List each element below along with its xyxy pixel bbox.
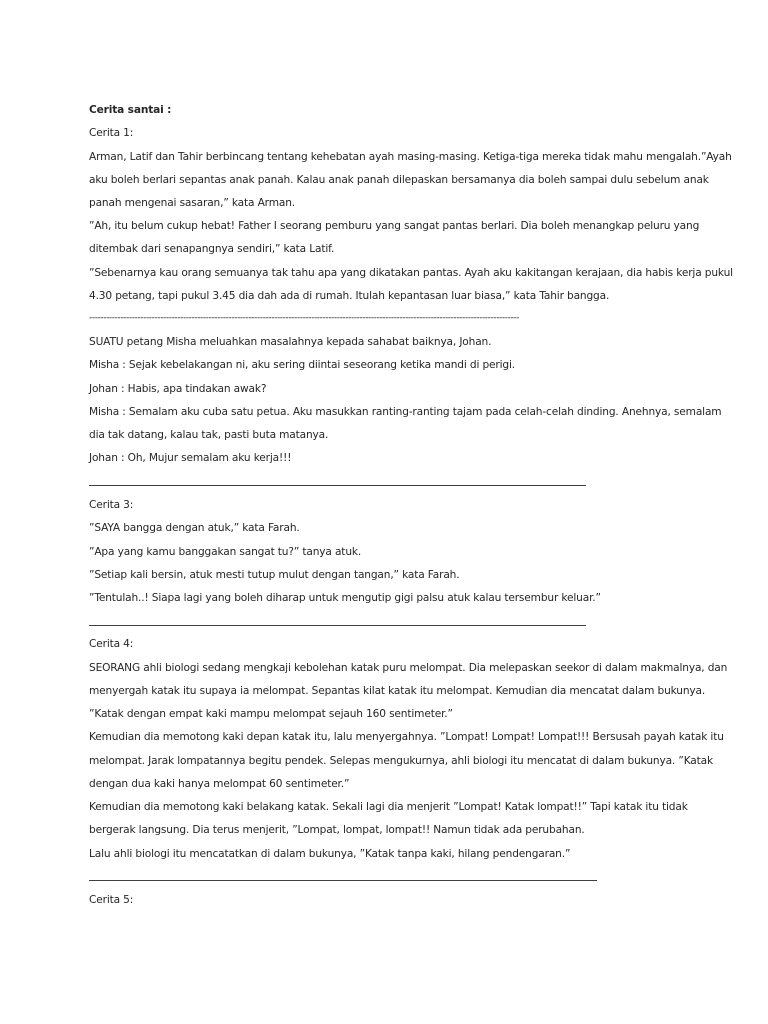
section-divider (89, 880, 597, 881)
cerita-4-line: melompat. Jarak lompatannya begitu pendek. Selepas mengukurnya, ahli biologi itu mencatat di dalam bukunya. ”Katak (89, 755, 713, 767)
cerita-3-line: ”Tentulah..! Siapa lagi yang boleh diharap untuk mengutip gigi palsu atuk kalau tersembur keluar.” (89, 592, 601, 604)
cerita-4-line: SEORANG ahli biologi sedang mengkaji kebolehan katak puru melompat. Dia melepaskan seekor di dalam makmalnya, dan (89, 662, 728, 674)
cerita-2-line: Johan : Habis, apa tindakan awak? (89, 383, 267, 395)
section-divider (89, 625, 586, 626)
cerita-1-line: ditembak dari senapangnya sendiri,” kata Latif. (89, 243, 335, 255)
cerita-1-line: ”Sebenarnya kau orang semuanya tak tahu apa yang dikatakan pantas. Ayah aku kakitangan kerajaan, dia habis kerja pukul (89, 267, 733, 279)
cerita-4-line: dengan dua kaki hanya melompat 60 sentimeter.” (89, 778, 350, 790)
cerita-3-line: ”Apa yang kamu banggakan sangat tu?” tanya atuk. (89, 546, 362, 558)
cerita-4-line: ”Katak dengan empat kaki mampu melompat sejauh 160 sentimeter.” (89, 708, 453, 720)
cerita-4-line: bergerak langsung. Dia terus menjerit, ”Lompat, lompat, lompat!! Namun tidak ada perubahan. (89, 824, 585, 836)
cerita-4-line: Kemudian dia memotong kaki belakang katak. Sekali lagi dia menjerit ”Lompat! Katak lompat!!” Tapi katak itu tidak (89, 801, 688, 813)
section-divider (89, 485, 586, 486)
cerita-2-line: dia tak datang, kalau tak, pasti buta matanya. (89, 429, 329, 441)
cerita-1-line: ”Ah, itu belum cukup hebat! Father I seorang pemburu yang sangat pantas berlari. Dia boleh menangkap peluru yang (89, 220, 700, 232)
cerita-1-line: 4.30 petang, tapi pukul 3.45 dia dah ada di rumah. Itulah kepantasan luar biasa,” kata Tahir bangga. (89, 290, 610, 302)
dashed-separator: ------------------------------------------------------------------------------------------------------------------------------------------------------- (89, 313, 519, 323)
cerita-2-line: Misha : Semalam aku cuba satu petua. Aku masukkan ranting-ranting tajam pada celah-celah dinding. Anehnya, semalam (89, 406, 722, 418)
cerita-2-line: Johan : Oh, Mujur semalam aku kerja!!! (89, 452, 292, 464)
cerita-4-heading: Cerita 4: (89, 638, 134, 650)
cerita-5-heading: Cerita 5: (89, 894, 134, 906)
cerita-2-line: Misha : Sejak kebelakangan ni, aku sering diintai seseorang ketika mandi di perigi. (89, 359, 516, 371)
cerita-4-line: Kemudian dia memotong kaki depan katak itu, lalu menyergahnya. ”Lompat! Lompat! Lompat!!! Bersusah payah katak itu (89, 731, 724, 743)
document-title: Cerita santai : (89, 104, 172, 116)
cerita-2-line: SUATU petang Misha meluahkan masalahnya kepada sahabat baiknya, Johan. (89, 336, 492, 348)
cerita-1-line: panah mengenai sasaran,” kata Arman. (89, 197, 295, 209)
cerita-3-line: ”Setiap kali bersin, atuk mesti tutup mulut dengan tangan,” kata Farah. (89, 569, 460, 581)
cerita-3-line: ”SAYA bangga dengan atuk,” kata Farah. (89, 522, 300, 534)
cerita-4-line: Lalu ahli biologi itu mencatatkan di dalam bukunya, ”Katak tanpa kaki, hilang pendengaran.” (89, 848, 571, 860)
cerita-1-line: aku boleh berlari sepantas anak panah. Kalau anak panah dilepaskan bersamanya dia boleh sampai dulu sebelum anak (89, 174, 709, 186)
cerita-1-heading: Cerita 1: (89, 127, 134, 139)
cerita-1-line: Arman, Latif dan Tahir berbincang tentang kehebatan ayah masing-masing. Ketiga-tiga mereka tidak mahu mengalah.”Ayah (89, 151, 732, 163)
cerita-4-line: menyergah katak itu supaya ia melompat. Sepantas kilat katak itu melompat. Kemudian dia mencatat dalam bukunya. (89, 685, 706, 697)
cerita-3-heading: Cerita 3: (89, 499, 134, 511)
